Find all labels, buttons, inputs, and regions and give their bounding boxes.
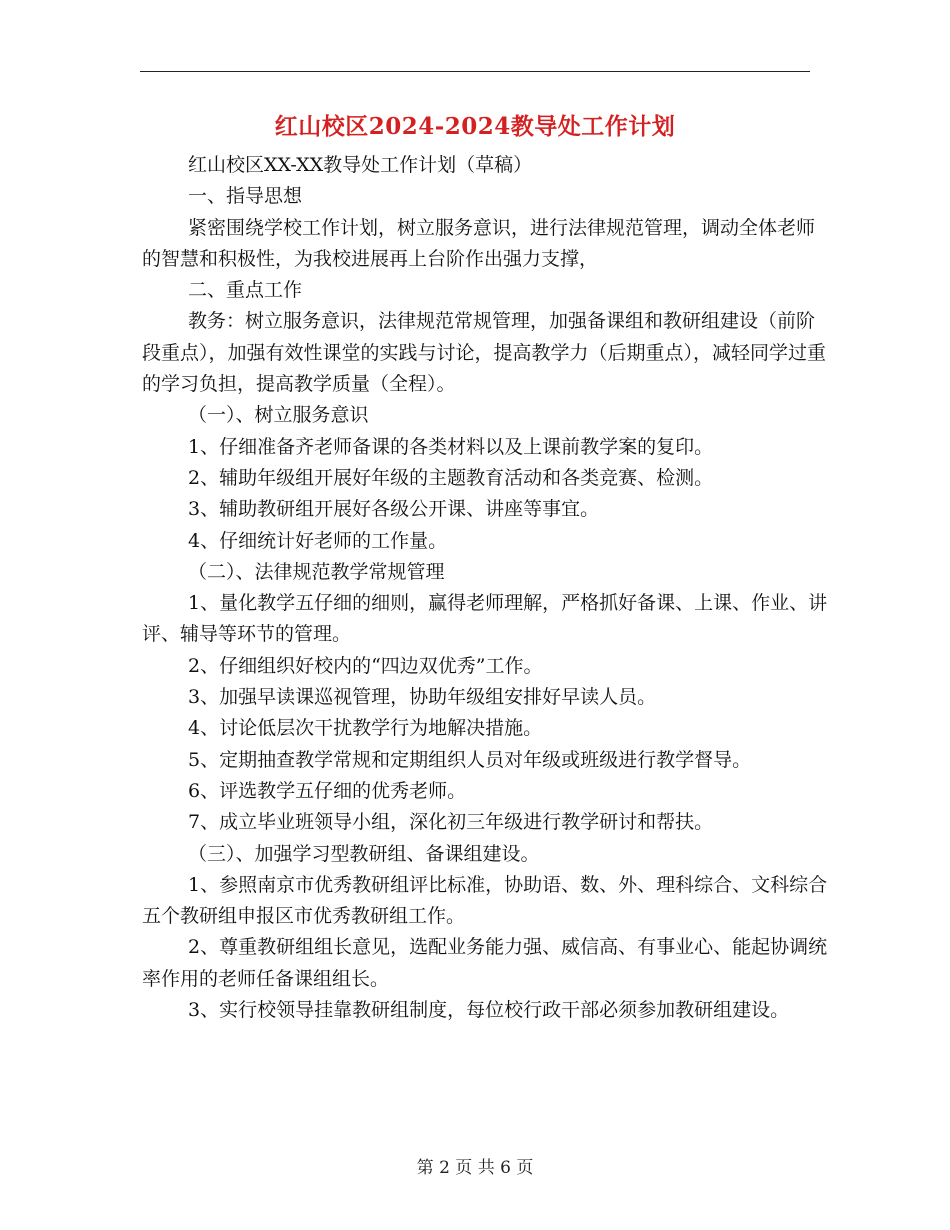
list-item: 6、评选教学五仔细的优秀老师。	[188, 779, 467, 802]
list-item: 7、成立毕业班领导小组，深化初三年级进行教学研讨和帮扶。	[188, 811, 714, 834]
list-item: 1、仔细准备齐老师备课的各类材料以及上课前教学案的复印。	[188, 435, 714, 458]
paragraph-subtitle: 红山校区XX-XX教导处工作计划（草稿）	[188, 154, 533, 176]
header-rule	[140, 71, 810, 72]
list-item: 2、辅助年级组开展好年级的主题教育活动和各类竞赛、检测。	[188, 466, 714, 489]
page-number-footer: 第 2 页 共 6 页	[416, 1158, 534, 1178]
subheading-service: （一）、树立服务意识	[188, 404, 369, 427]
list-item: 2、尊重教研组组长意见，选配业务能力强、威信高、有事业心、能起协调统率作用的老师任备课组组长。	[142, 936, 828, 990]
list-item: 4、仔细统计好老师的工作量。	[188, 529, 448, 552]
list-item: 3、辅助教研组开展好各级公开课、讲座等事宜。	[188, 498, 600, 521]
list-item: 5、定期抽查教学常规和定期组织人员对年级或班级进行教学督导。	[188, 748, 752, 771]
subheading-routine-management: （二）、法律规范教学常规管理	[188, 560, 445, 583]
list-item: 1、量化教学五仔细的细则，赢得老师理解，严格抓好备课、上课、作业、讲评、辅导等环节的管理。	[142, 592, 828, 646]
subheading-research-groups: （三）、加强学习型教研组、备课组建设。	[188, 842, 540, 865]
list-item: 2、仔细组织好校内的“四边双优秀”工作。	[188, 654, 543, 677]
paragraph-guiding-ideology: 紧密围绕学校工作计划，树立服务意识，进行法律规范管理，调动全体老师的智慧和积极性，为我校进展再上台阶作出强力支撑，	[142, 216, 816, 270]
document-title: 红山校区2024-2024教导处工作计划	[274, 113, 676, 140]
list-item: 3、实行校领导挂靠教研组制度，每位校行政干部必须参加教研组建设。	[188, 999, 790, 1022]
list-item: 4、讨论低层次干扰教学行为地解决措施。	[188, 717, 543, 740]
list-item: 1、参照南京市优秀教研组评比标准，协助语、数、外、理科综合、文科综合五个教研组申报区市优秀教研组工作。	[142, 873, 828, 928]
heading-key-work: 二、重点工作	[188, 279, 303, 302]
document-body	[142, 150, 832, 1026]
list-item: 3、加强早读课巡视管理，协助年级组安排好早读人员。	[188, 686, 657, 709]
heading-guiding-ideology: 一、指导思想	[188, 185, 303, 208]
paragraph-academic-affairs: 教务：树立服务意识，法律规范常规管理，加强备课组和教研组建设（前阶段重点），加强有效性课堂的实践与讨论，提高教学力（后期重点），减轻同学过重的学习负担，提高教学质量（全程）。	[142, 310, 827, 396]
